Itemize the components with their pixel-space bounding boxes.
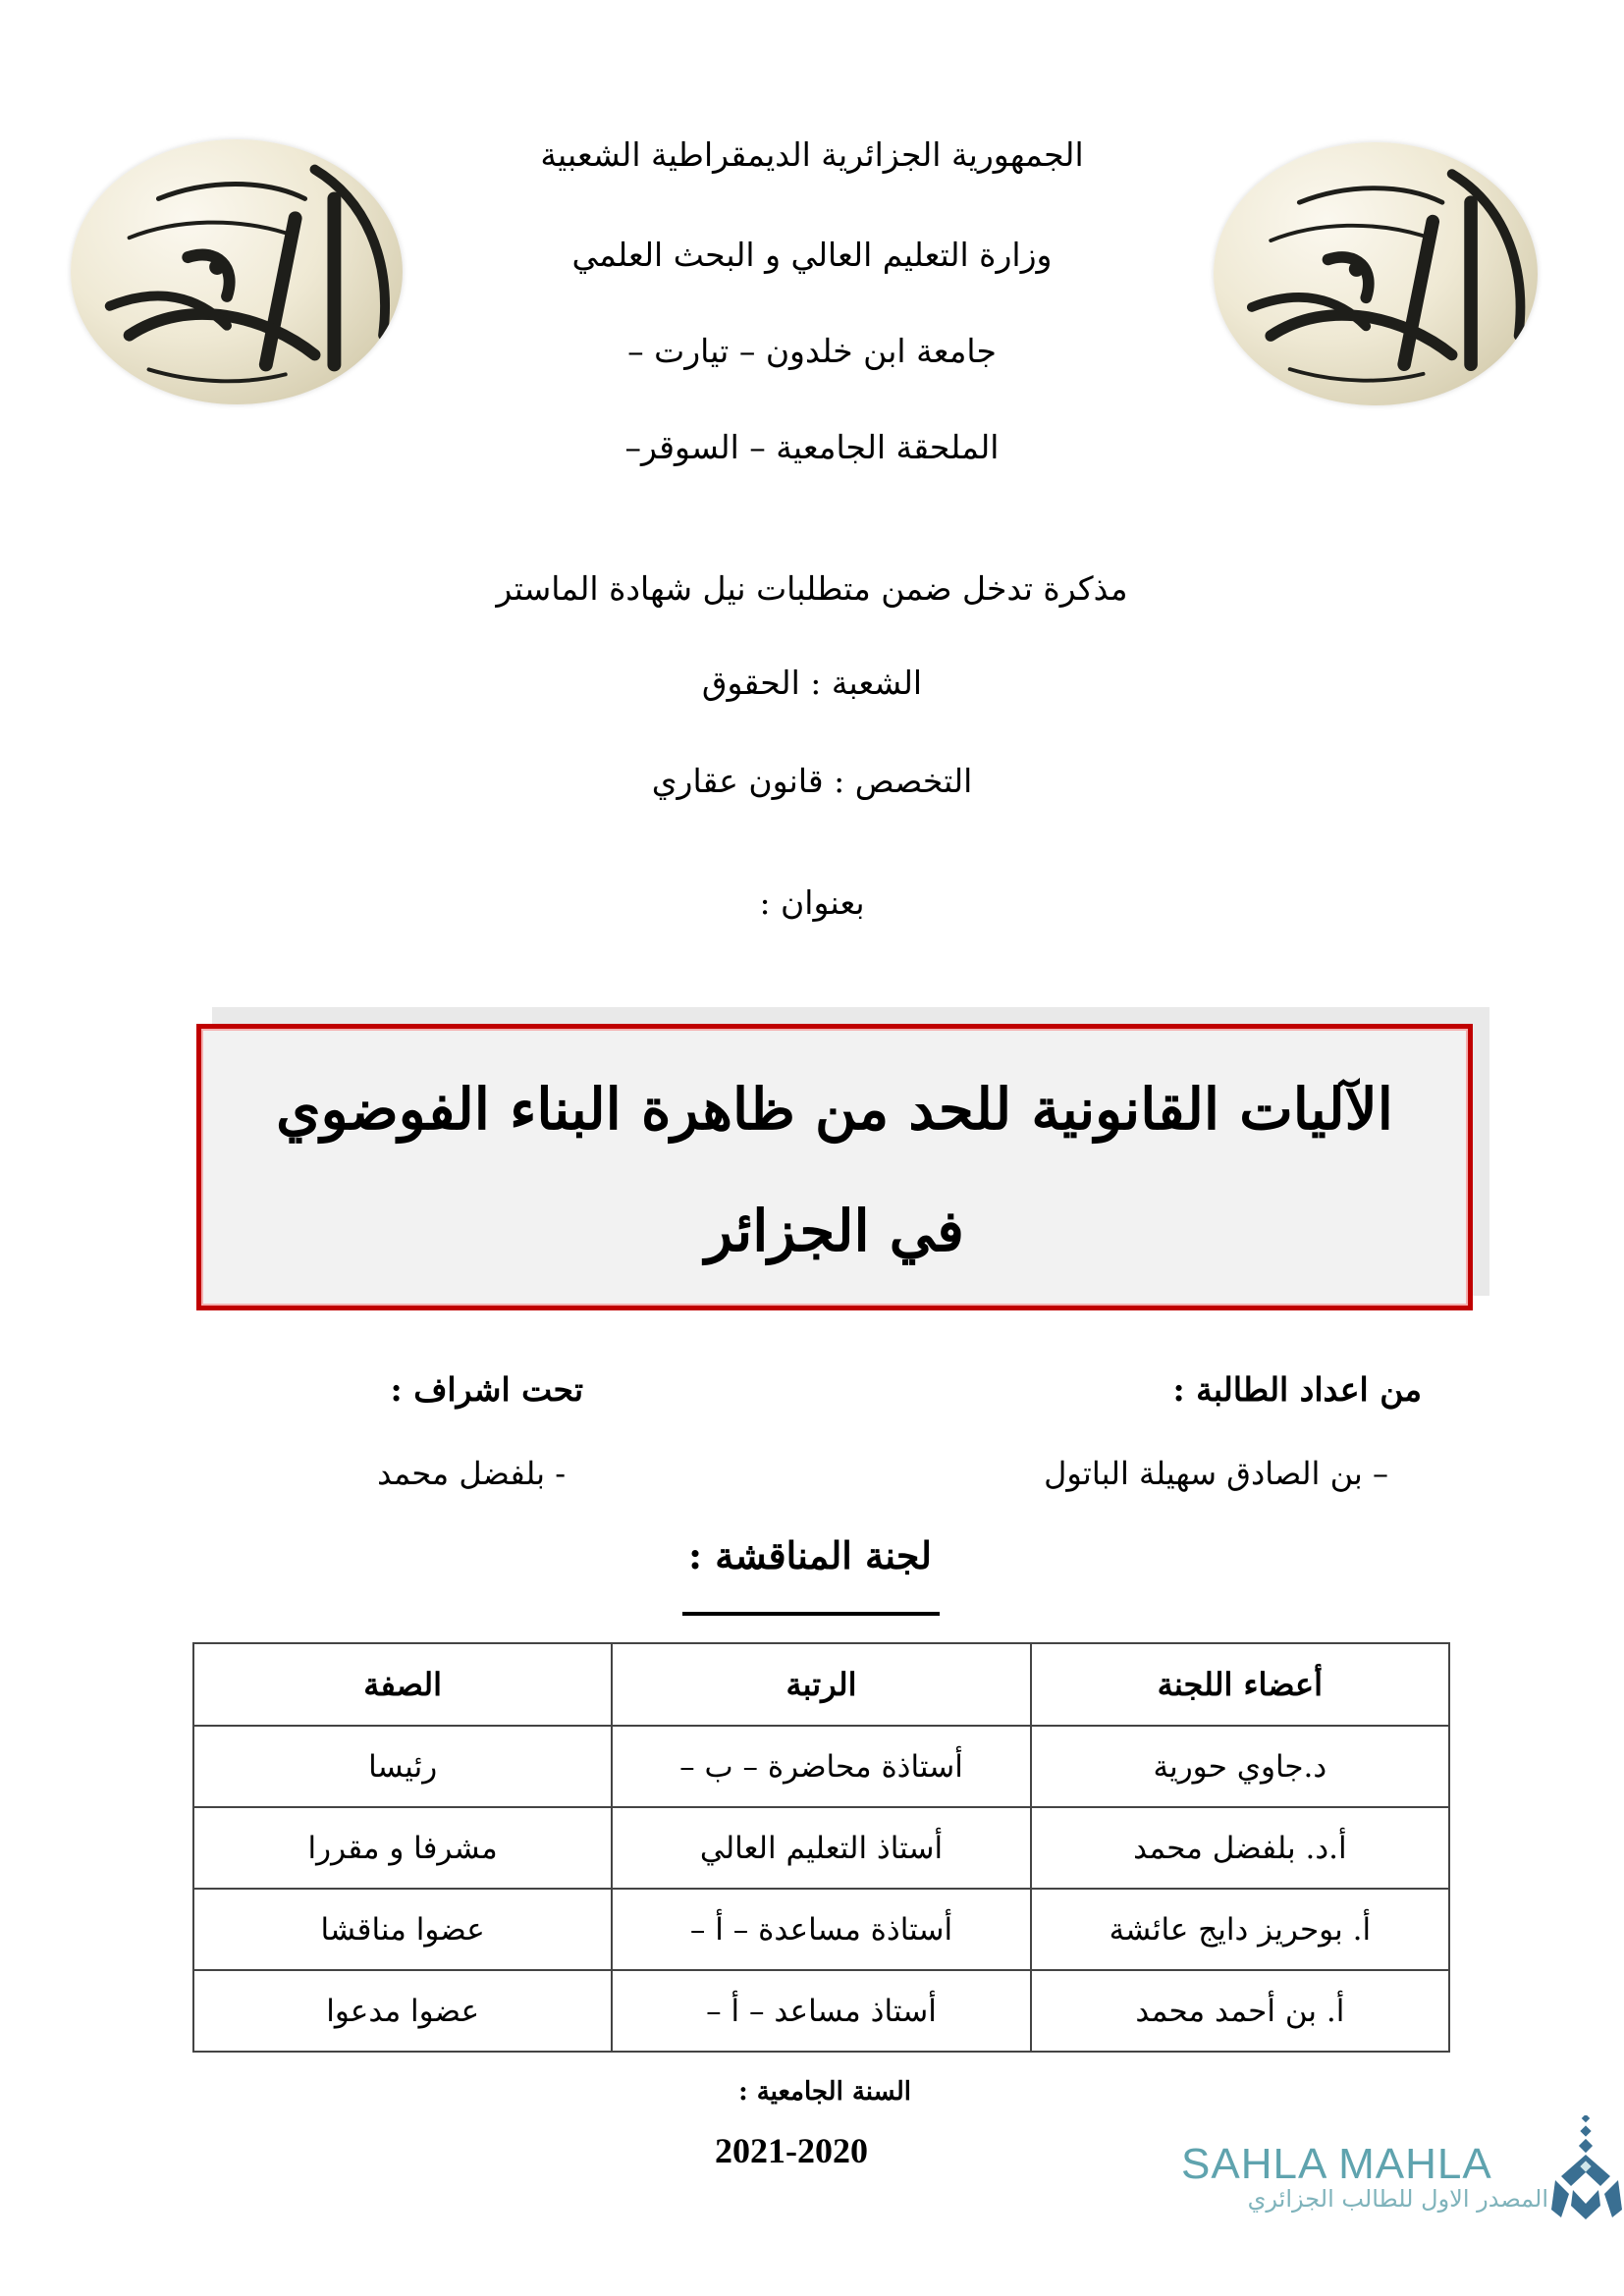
university-name: جامعة ابن خلدون – تيارت – <box>627 332 997 370</box>
member-rank: أستاذ مساعد – أ – <box>612 1970 1030 2052</box>
ministry-name: وزارة التعليم العالي و البحث العلمي <box>571 236 1053 274</box>
member-role: مشرفا و مقررا <box>193 1807 612 1889</box>
member-name: د.جاوي حورية <box>1031 1726 1449 1807</box>
member-role: رئيسا <box>193 1726 612 1807</box>
committee-title-underline <box>682 1612 940 1616</box>
sahla-mahla-brand: SAHLA MAHLA <box>1181 2140 1492 2188</box>
member-rank: أستاذة محاضرة – ب – <box>612 1726 1030 1807</box>
header-rank: الرتبة <box>612 1643 1030 1726</box>
header-members: أعضاء اللجنة <box>1031 1643 1449 1726</box>
member-rank: أستاذ التعليم العالي <box>612 1807 1030 1889</box>
thesis-title-line1: الآليات القانونية للحد من ظاهرة البناء الفوضوي <box>276 1076 1393 1143</box>
academic-year-label: السنة الجامعية : <box>738 2077 911 2107</box>
table-row <box>193 1807 1449 1889</box>
thesis-specialty: التخصص : قانون عقاري <box>651 762 973 800</box>
member-name: أ.د. بلفضل محمد <box>1031 1807 1449 1889</box>
title-label: بعنوان : <box>759 883 865 922</box>
title-box <box>196 1024 1473 1310</box>
student-name: – بن الصادق سهيلة الباتول <box>1044 1455 1388 1492</box>
thesis-title-line2: في الجزائر <box>705 1198 964 1264</box>
member-name: أ. بن أحمد محمد <box>1031 1970 1449 2052</box>
sahla-mahla-tagline: المصدر الاول للطالب الجزائري <box>1247 2185 1548 2213</box>
thesis-branch: الشعبة : الحقوق <box>701 664 923 702</box>
member-rank: أستاذة مساعدة – أ – <box>612 1889 1030 1970</box>
supervisor-label: تحت اشراف : <box>390 1370 583 1409</box>
academic-year-value: 2021-2020 <box>715 2131 868 2170</box>
committee-title: لجنة المناقشة : <box>687 1533 933 1577</box>
member-role: عضوا مدعوا <box>193 1970 612 2052</box>
supervisor-name: - بلفضل محمد <box>377 1455 566 1492</box>
member-role: عضوا مناقشا <box>193 1889 612 1970</box>
thesis-purpose: مذكرة تدخل ضمن متطلبات نيل شهادة الماستر <box>496 569 1128 608</box>
table-row <box>193 1889 1449 1970</box>
table-header-row <box>193 1643 1449 1726</box>
header-role: الصفة <box>193 1643 612 1726</box>
committee-table <box>192 1642 1450 2053</box>
republic-name: الجمهورية الجزائرية الديمقراطية الشعبية <box>540 135 1084 174</box>
annex-name: الملحقة الجامعية – السوقر– <box>624 428 1000 466</box>
table-row <box>193 1726 1449 1807</box>
student-label: من اعداد الطالبة : <box>1172 1370 1422 1409</box>
sahla-mahla-emblem-icon <box>1551 2115 1622 2221</box>
table-row <box>193 1970 1449 2052</box>
member-name: أ. بوحريز دايج عائشة <box>1031 1889 1449 1970</box>
